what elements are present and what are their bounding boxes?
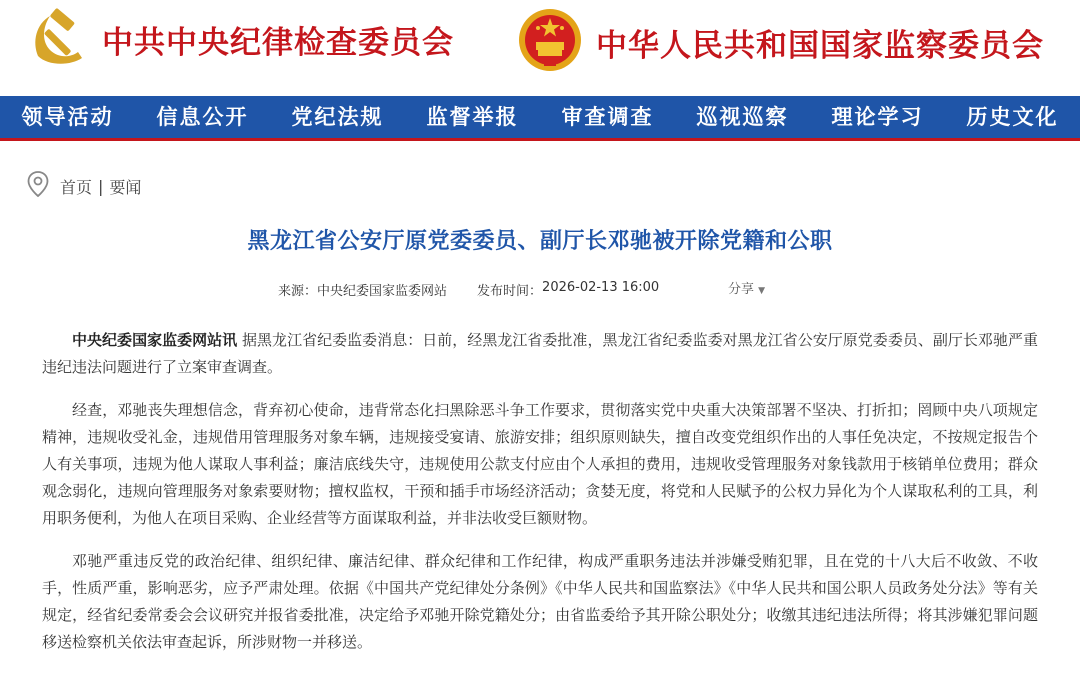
breadcrumb (26, 170, 141, 202)
caret-down-icon: ▼ (758, 286, 766, 296)
source-value: 中央纪委国家监委网站 (317, 284, 448, 299)
time-value: 2026-02-13 16:00 (542, 280, 660, 295)
paragraph: 邓驰严重违反党的政治纪律、组织纪律、廉洁纪律、群众纪律和工作纪律，构成严重职务违法并涉嫌受贿犯罪，且在党的十八大后不收敛、不收手，性质严重，影响恶劣，应予严肃处理。依据《中国共产党纪律处分条例》《中华人民共和国监察法》《中华人民共和国公职人员政务处分法》等有关规定，经省纪委常委会会议研究并报省委批准，决定给予邓驰开除党籍处分；由省监委给予其开除公职处分；收缴其违纪违法所得；将其涉嫌犯罪问题移送检察机关依法审查起诉，所涉财物一并移送。 (42, 552, 1038, 651)
nav-item-supervision-report[interactable]: 监督举报 (426, 104, 519, 129)
article-body (42, 327, 1038, 672)
nav-item-info-disclosure[interactable]: 信息公开 (156, 104, 249, 129)
nsc-name: 中华人民共和国国家监察委员会 (596, 27, 1044, 64)
nav-item-investigation[interactable]: 审查调查 (561, 104, 654, 129)
main-nav (0, 96, 1080, 141)
share-label: 分享 (728, 282, 755, 297)
site-header (0, 0, 1080, 96)
nav-item-leadership[interactable]: 领导活动 (21, 104, 114, 129)
breadcrumb-current[interactable]: 要闻 (109, 177, 142, 197)
location-pin-icon (26, 170, 50, 202)
nav-item-theory-study[interactable]: 理论学习 (831, 104, 924, 129)
paragraph: 经查，邓驰丧失理想信念，背弃初心使命，违背常态化扫黑除恶斗争工作要求，贯彻落实党中央重大决策部署不坚决、打折扣；罔顾中央八项规定精神，违规收受礼金，违规借用管理服务对象车辆，违规接受宴请、旅游安排；组织原则缺失，擅自改变党组织作出的人事任免决定，不按规定报告个人有关事项，违规为他人谋取人事利益；廉洁底线失守，违规使用公款支付应由个人承担的费用，违规收受管理服务对象钱款用于核销单位费用；群众观念弱化，违规向管理服务对象索要财物；擅权监权，干预和插手市场经济活动；贪婪无度，将党和人民赋予的公权力异化为个人谋取私利的工具，利用职务便利，为他人在项目采购、企业经营等方面谋取利益，并非法收受巨额财物。 (42, 401, 1038, 527)
share-button[interactable] (728, 278, 765, 297)
national-emblem-icon (516, 6, 584, 78)
time-label: 发布时间： (477, 284, 543, 299)
nav-item-history-culture[interactable]: 历史文化 (966, 104, 1059, 129)
ccdi-name: 中共中央纪律检查委员会 (102, 24, 454, 61)
ccdi-logo[interactable] (28, 6, 454, 72)
paragraph (42, 327, 1038, 381)
paragraph-1-text: 据黑龙江省纪委监委消息：日前，经黑龙江省委批准，黑龙江省纪委监委对黑龙江省公安厅原党委委员、副厅长邓驰严重违纪违法问题进行了立案审查调查。 (42, 331, 1038, 376)
nav-item-inspection[interactable]: 巡视巡察 (696, 104, 789, 129)
hammer-sickle-icon (28, 6, 90, 72)
breadcrumb-separator: | (98, 176, 104, 196)
nav-item-party-regulations[interactable]: 党纪法规 (291, 104, 384, 129)
breadcrumb-home[interactable]: 首页 (60, 177, 93, 197)
source-label: 来源： (278, 284, 318, 299)
article-meta (278, 280, 659, 299)
nsc-logo[interactable] (516, 6, 1044, 78)
article-title: 黑龙江省公安厅原党委委员、副厅长邓驰被开除党籍和公职 (247, 229, 833, 254)
lead-bold: 中央纪委国家监委网站讯 (72, 331, 238, 349)
